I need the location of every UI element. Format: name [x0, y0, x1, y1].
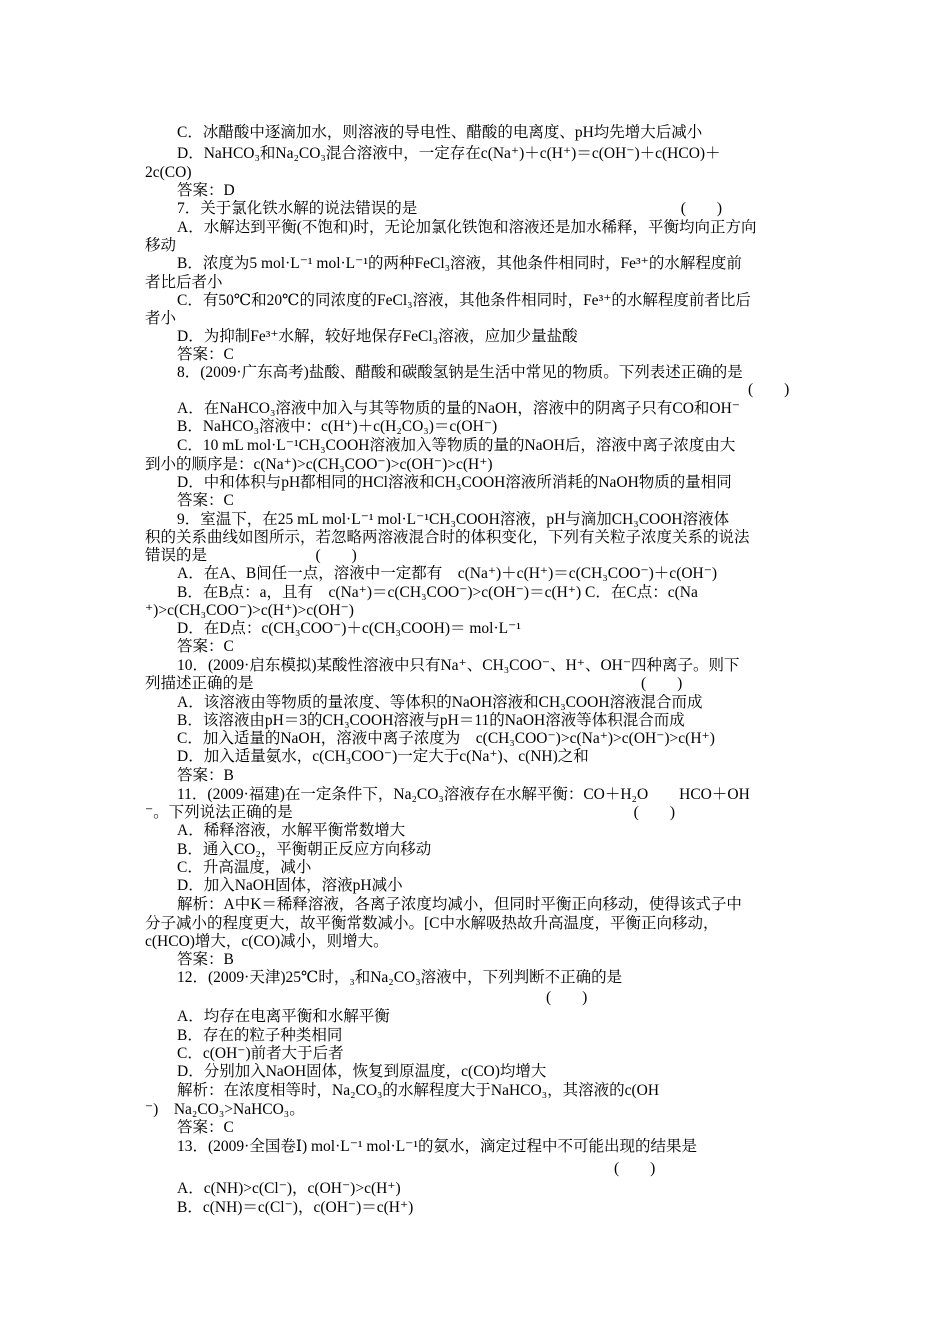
answer-bracket: ( )	[546, 989, 588, 1006]
text-line: 到小的顺序是：c(Na⁺)>c(CH₃COO⁻)>c(OH⁻)>c(H⁺)	[145, 456, 493, 473]
question-13: 13．(2009·全国卷Ⅰ) mol·L⁻¹ mol·L⁻¹的氨水，滴定过程中不可能出现的结果是	[177, 1138, 698, 1155]
answer-bracket: ( )	[748, 381, 790, 398]
question-8: 8．(2009·广东高考)盐酸、醋酸和碳酸氢钠是生活中常见的物质。下列表述正确的是	[177, 364, 743, 381]
text-line: ⁻) Na₂CO₃>NaHCO₃。	[145, 1101, 305, 1118]
text-line: B．在B点：a，且有 c(Na⁺)＝c(CH₃COO⁻)>c(OH⁻)＝c(H⁺) C．在C点：c(Na	[177, 584, 698, 601]
text-line: B．该溶液由pH＝3的CH₃COOH溶液与pH＝11的NaOH溶液等体积混合而成	[177, 712, 685, 729]
text-line: 积的关系曲线如图所示，若忽略两溶液混合时的体积变化，下列有关粒子浓度关系的说法	[145, 529, 750, 546]
question-12: 12．(2009·天津)25℃时，₃和Na₂CO₃溶液中，下列判断不正确的是	[177, 969, 623, 986]
text-line: A．该溶液由等物质的量浓度、等体积的NaOH溶液和CH₃COOH溶液混合而成	[177, 694, 703, 711]
analysis-line: 解析：A中K＝稀释溶液，各离子浓度均减小，但同时平衡正向移动，使得该式子中	[177, 896, 742, 913]
text-line: D．加入适量氨水，c(CH₃COO⁻)一定大于c(Na⁺)、c(NH)之和	[177, 748, 589, 765]
question-10: 10．(2009·启东模拟)某酸性溶液中只有Na⁺、CH₃COO⁻、H⁺、OH⁻四种离子。则下	[177, 657, 740, 674]
question-11: 11．(2009·福建)在一定条件下，Na₂CO₃溶液存在水解平衡：CO＋H₂O HCO＋OH	[177, 786, 750, 803]
text-line: B．NaHCO₃溶液中：c(H⁺)＋c(H₂CO₃)＝c(OH⁻)	[177, 418, 498, 435]
text-line: B．存在的粒子种类相同	[177, 1027, 343, 1044]
text-line: 者比后者小	[145, 274, 223, 291]
text-line: B．c(NH)＝c(Cl⁻)，c(OH⁻)＝c(H⁺)	[177, 1199, 414, 1216]
text-line: A．在NaHCO₃溶液中加入与其等物质的量的NaOH，溶液中的阴离子只有CO和OH⁻	[177, 400, 740, 417]
text-line: 分子减小的程度更大，故平衡常数减小。[C中水解吸热故升高温度，平衡正向移动，	[145, 915, 719, 932]
answer-line: 答案：C	[177, 638, 234, 655]
text-line: A．水解达到平衡(不饱和)时，无论加氯化铁饱和溶液还是加水稀释，平衡均向正方向	[177, 219, 757, 236]
answer-line: 答案：D	[177, 182, 235, 199]
text-line: C．冰醋酸中逐滴加水，则溶液的导电性、醋酸的电离度、pH均先增大后减小	[177, 124, 703, 141]
answer-line: 答案：C	[177, 492, 234, 509]
text-line: C．加入适量的NaOH，溶液中离子浓度为 c(CH₃COO⁻)>c(Na⁺)>c(OH⁻)>c(H⁺)	[177, 730, 715, 747]
text-line: C．升高温度，减小	[177, 859, 312, 876]
text-line: A．稀释溶液，水解平衡常数增大	[177, 822, 406, 839]
text-line: 列描述正确的是 ( )	[145, 675, 683, 692]
text-line: ⁺)>c(CH₃COO⁻)>c(H⁺)>c(OH⁻)	[145, 602, 354, 619]
answer-bracket: ( )	[614, 1160, 656, 1177]
text-line: B．浓度为5 mol·L⁻¹ mol·L⁻¹的两种FeCl₃溶液，其他条件相同时，Fe³⁺的水解程度前	[177, 255, 742, 272]
text-line: D．为抑制Fe³⁺水解，较好地保存FeCl₃溶液，应加少量盐酸	[177, 328, 578, 345]
text-line: 2c(CO)	[145, 164, 192, 181]
text-line: A．在A、B间任一点，溶液中一定都有 c(Na⁺)＋c(H⁺)＝c(CH₃COO⁻)＋c(OH⁻)	[177, 565, 718, 582]
question-7: 7．关于氯化铁水解的说法错误的是 ( )	[177, 200, 723, 217]
text-line: ⁻。下列说法正确的是 ( )	[145, 804, 676, 821]
text-line: D．加入NaOH固体，溶液pH减小	[177, 877, 403, 894]
text-line: C．10 mL mol·L⁻¹CH₃COOH溶液加入等物质的量的NaOH后，溶液中离子浓度由大	[177, 437, 736, 454]
text-line: B．通入CO₂，平衡朝正反应方向移动	[177, 841, 432, 858]
text-line: D．在D点：c(CH₃COO⁻)＋c(CH₃COOH)＝ mol·L⁻¹	[177, 620, 521, 637]
text-line: A．均存在电离平衡和水解平衡	[177, 1008, 390, 1025]
answer-line: 答案：C	[177, 346, 234, 363]
text-line: 错误的是 ( )	[145, 547, 357, 564]
text-line: A．c(NH)>c(Cl⁻)，c(OH⁻)>c(H⁺)	[177, 1180, 401, 1197]
analysis-line: 解析：在浓度相等时，Na₂CO₃的水解程度大于NaHCO₃，其溶液的c(OH	[177, 1082, 660, 1099]
question-9: 9．室温下，在25 mL mol·L⁻¹ mol·L⁻¹CH₃COOH溶液，pH与滴加CH₃COOH溶液体	[177, 511, 730, 528]
text-line: 移动	[145, 237, 177, 254]
text-line: D．中和体积与pH都相同的HCl溶液和CH₃COOH溶液所消耗的NaOH物质的量相同	[177, 474, 732, 491]
text-line: D．分别加入NaOH固体，恢复到原温度，c(CO)均增大	[177, 1063, 547, 1080]
text-line: 者小	[145, 310, 177, 327]
answer-line: 答案：B	[177, 951, 234, 968]
answer-line: 答案：C	[177, 1119, 234, 1136]
text-line: C．有50℃和20℃的同浓度的FeCl₃溶液，其他条件相同时，Fe³⁺的水解程度前者比后	[177, 292, 751, 309]
answer-line: 答案：B	[177, 767, 234, 784]
text-line: D．NaHCO₃和Na₂CO₃混合溶液中，一定存在c(Na⁺)＋c(H⁺)＝c(OH⁻)＋c(HCO)＋	[177, 145, 721, 162]
text-line: C．c(OH⁻)前者大于后者	[177, 1045, 344, 1062]
text-line: c(HCO)增大，c(CO)减小，则增大。	[145, 933, 389, 950]
